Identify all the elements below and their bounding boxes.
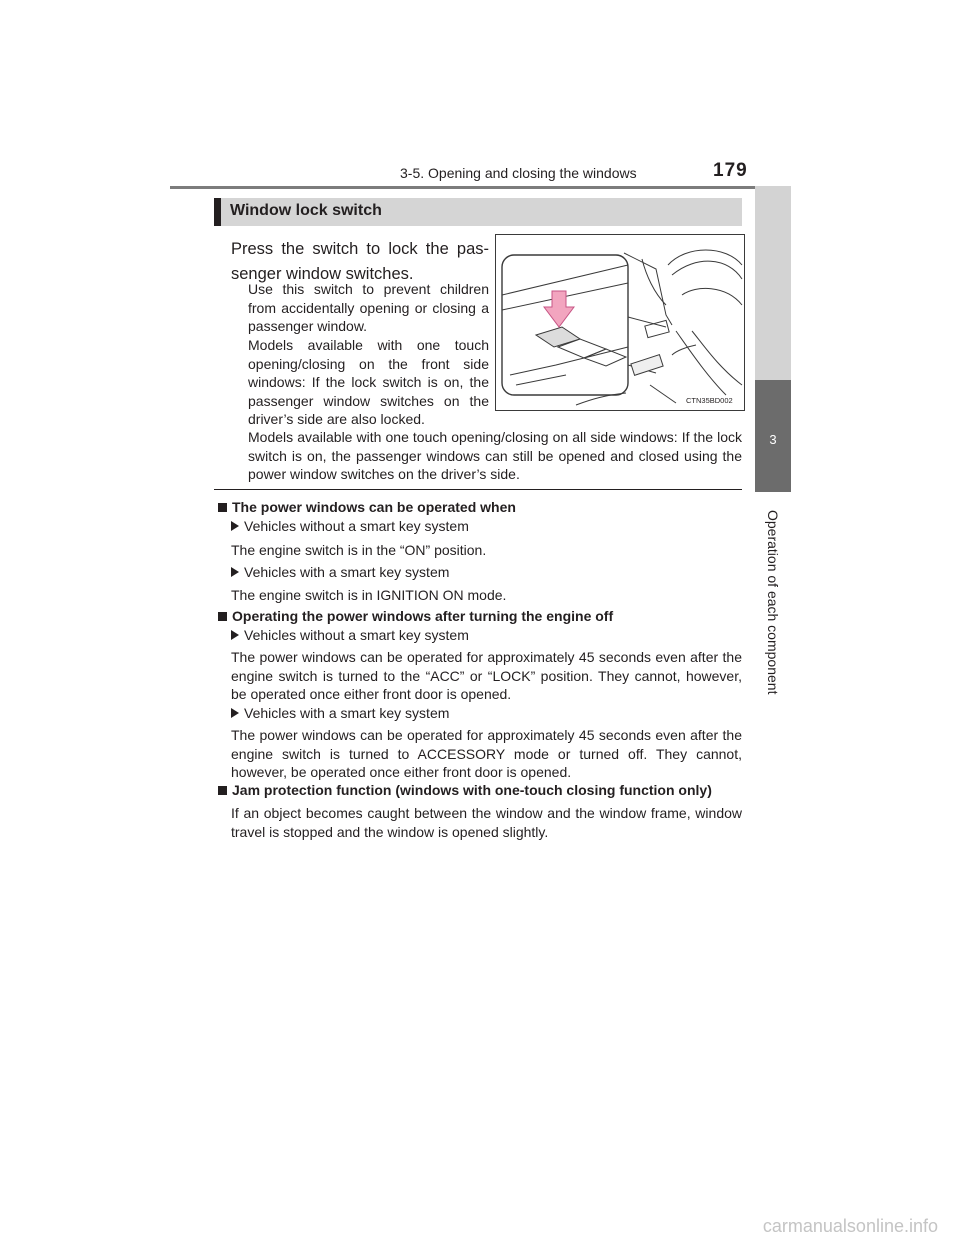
item-title-jam-protection <box>218 782 712 798</box>
note-front-side-windows: Models available with one touch opening/closing on the front side windows: If the lock switch is on, the passenger window switches on the driver’s side are also locked. <box>248 337 489 427</box>
chapter-tab-light <box>755 186 791 380</box>
subhead-no-smart-key <box>231 518 469 534</box>
section-title: Window lock switch <box>230 202 382 219</box>
bullet-square-icon <box>218 786 227 795</box>
running-header: 3-5. Opening and closing the windows <box>400 165 637 181</box>
subhead-smart-key <box>231 705 449 721</box>
item-title-text: The power windows can be operated when <box>232 499 516 515</box>
item-title-text: Operating the power windows after turning the engine off <box>232 608 614 624</box>
chapter-number: 3 <box>769 432 777 447</box>
item-text: The engine switch is in IGNITION ON mode. <box>231 587 507 603</box>
chapter-label <box>763 510 783 695</box>
watermark <box>0 1216 960 1237</box>
image-code: CTN35BD002 <box>686 396 733 405</box>
item-text: The engine switch is in the “ON” position. <box>231 542 487 558</box>
note-prevent-children: Use this switch to prevent children from accidentally opening or closing a passenger window. <box>248 281 489 334</box>
note-all-side-windows: Models available with one touch opening/closing on all side windows: If the lock switch is on, the passenger windows can still be opened and closed using the power window switches on the driver’s side. <box>248 429 742 482</box>
item-title-operable-when <box>218 499 516 515</box>
subhead-text: Vehicles with a smart key system <box>244 564 450 580</box>
subhead-text: Vehicles without a smart key system <box>244 627 469 643</box>
lead-line-2: senger window switches. <box>231 265 414 283</box>
door-panel-drawing <box>496 235 744 410</box>
bullet-square-icon <box>218 503 227 512</box>
item-text: The power windows can be operated for approximately 45 seconds even after the engine switch is turned to the “ACC” or “LOCK” position. They cannot, however, be operated once either front door is opened. <box>231 649 742 702</box>
lead-line-1: Press the switch to lock the pas- <box>231 240 489 258</box>
subhead-text: Vehicles without a smart key system <box>244 518 469 534</box>
section-marker <box>214 198 221 226</box>
triangle-bullet-icon <box>231 630 239 640</box>
subhead-smart-key <box>231 564 449 580</box>
page-number: 179 <box>713 160 748 181</box>
section-separator <box>214 489 742 490</box>
press-arrow <box>544 291 574 327</box>
window-lock-illustration <box>495 234 745 411</box>
item-text: The power windows can be operated for approximately 45 seconds even after the engine switch is turned to ACCESSORY mode or turned off. They cannot, however, be operated once either front door is opened. <box>231 727 742 780</box>
triangle-bullet-icon <box>231 521 239 531</box>
header-rule <box>170 186 790 189</box>
item-title-engine-off <box>218 608 613 624</box>
watermark-text: carmanualsonline.info <box>762 1216 938 1236</box>
chapter-label-text: Operation of each component <box>765 510 781 695</box>
subhead-no-smart-key <box>231 627 469 643</box>
item-title-text: Jam protection function (windows with one-touch closing function only) <box>232 782 712 798</box>
triangle-bullet-icon <box>231 708 239 718</box>
item-text: If an object becomes caught between the window and the window frame, window travel is stopped and the window is opened slightly. <box>231 805 742 840</box>
triangle-bullet-icon <box>231 567 239 577</box>
bullet-square-icon <box>218 612 227 621</box>
subhead-text: Vehicles with a smart key system <box>244 705 450 721</box>
section-title-bar <box>214 198 742 226</box>
